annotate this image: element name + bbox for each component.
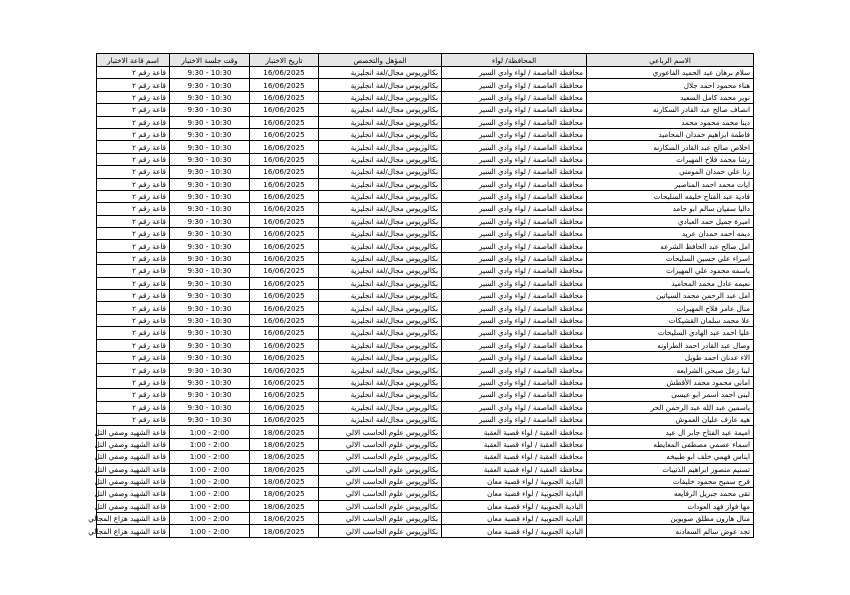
applicant-name: باسمه محمود علي المهيرات <box>587 265 754 277</box>
qualification-cell: بكالوريوس مجال/لغة انجليزية <box>319 401 442 413</box>
hall-name-cell: قاعة رقم ٢ <box>97 302 170 314</box>
qualification-cell: بكالوريوس مجال/لغة انجليزية <box>319 290 442 302</box>
governorate-cell: محافظة العقبة / لواء قصبة العقبة <box>442 451 587 463</box>
hall-name-cell: قاعة رقم ٢ <box>97 215 170 227</box>
session-time-cell: 9:30 - 10:30 <box>170 67 250 79</box>
qualification-cell: بكالوريوس علوم الحاسب الالي <box>319 475 442 487</box>
exam-date-cell: 16/06/2025 <box>250 116 319 128</box>
session-time-cell: 9:30 - 10:30 <box>170 277 250 289</box>
applicant-name: اخلاص صالح عبد القادر السكارنه <box>587 141 754 153</box>
exam-date-cell: 18/06/2025 <box>250 438 319 450</box>
session-time-cell: 1:00 - 2:00 <box>170 500 250 512</box>
hall-name-cell: قاعة الشهيد وصفي التل <box>97 488 170 500</box>
hall-name-cell: قاعة الشهيد هزاع المجالي <box>97 513 170 525</box>
session-time-cell: 1:00 - 2:00 <box>170 488 250 500</box>
session-time-cell: 9:30 - 10:30 <box>170 265 250 277</box>
hall-name-cell: قاعة الشهيد وصفي التل <box>97 463 170 475</box>
session-time-cell: 1:00 - 2:00 <box>170 513 250 525</box>
exam-date-cell: 16/06/2025 <box>250 67 319 79</box>
governorate-cell: محافظة العاصمة / لواء وادي السير <box>442 351 587 363</box>
qualification-cell: بكالوريوس مجال/لغة انجليزية <box>319 116 442 128</box>
table-row <box>97 215 754 227</box>
governorate-cell: محافظة العاصمة / لواء وادي السير <box>442 67 587 79</box>
applicant-name: اماني محمود محمد الأقطش <box>587 376 754 388</box>
qualification-cell: بكالوريوس مجال/لغة انجليزية <box>319 79 442 91</box>
governorate-cell: محافظة العاصمة / لواء وادي السير <box>442 141 587 153</box>
qualification-cell: بكالوريوس مجال/لغة انجليزية <box>319 302 442 314</box>
exam-date-cell: 16/06/2025 <box>250 215 319 227</box>
governorate-cell: محافظة العاصمة / لواء وادي السير <box>442 240 587 252</box>
governorate-cell: البادية الجنوبية / لواء قصبة معان <box>442 500 587 512</box>
header-name: الاسم الرباعي <box>587 54 754 67</box>
exam-date-cell: 16/06/2025 <box>250 265 319 277</box>
table-row <box>97 401 754 413</box>
hall-name-cell: قاعة رقم ٢ <box>97 401 170 413</box>
table-row <box>97 413 754 425</box>
header-governorate: المحافظة/ لواء <box>442 54 587 67</box>
table-row <box>97 252 754 264</box>
qualification-cell: بكالوريوس مجال/لغة انجليزية <box>319 339 442 351</box>
session-time-cell: 9:30 - 10:30 <box>170 413 250 425</box>
qualification-cell: بكالوريوس مجال/لغة انجليزية <box>319 376 442 388</box>
governorate-cell: محافظة العاصمة / لواء وادي السير <box>442 376 587 388</box>
governorate-cell: محافظة العاصمة / لواء وادي السير <box>442 290 587 302</box>
table-row <box>97 166 754 178</box>
hall-name-cell: قاعة رقم ٢ <box>97 339 170 351</box>
table-row <box>97 190 754 202</box>
hall-name-cell: قاعة الشهيد وصفي التل <box>97 500 170 512</box>
qualification-cell: بكالوريوس مجال/لغة انجليزية <box>319 314 442 326</box>
table-row <box>97 513 754 525</box>
exam-date-cell: 16/06/2025 <box>250 190 319 202</box>
applicant-name: نوير محمد كامل السعيد <box>587 91 754 103</box>
hall-name-cell: قاعة رقم ٢ <box>97 364 170 376</box>
governorate-cell: محافظة العاصمة / لواء وادي السير <box>442 116 587 128</box>
session-time-cell: 9:30 - 10:30 <box>170 166 250 178</box>
hall-name-cell: قاعة رقم ٢ <box>97 203 170 215</box>
exam-date-cell: 16/06/2025 <box>250 327 319 339</box>
governorate-cell: محافظة العاصمة / لواء وادي السير <box>442 178 587 190</box>
applicant-name: ايناس فهمي خلف ابو طبيخه <box>587 451 754 463</box>
session-time-cell: 1:00 - 2:00 <box>170 475 250 487</box>
table-row <box>97 314 754 326</box>
hall-name-cell: قاعة رقم ٢ <box>97 376 170 388</box>
applicant-name: اسراء علي حسين السليحات <box>587 252 754 264</box>
qualification-cell: بكالوريوس علوم الحاسب الالي <box>319 438 442 450</box>
session-time-cell: 9:30 - 10:30 <box>170 252 250 264</box>
hall-name-cell: قاعة رقم ٢ <box>97 91 170 103</box>
table-row <box>97 240 754 252</box>
qualification-cell: بكالوريوس مجال/لغة انجليزية <box>319 91 442 103</box>
governorate-cell: محافظة العاصمة / لواء وادي السير <box>442 364 587 376</box>
qualification-cell: بكالوريوس علوم الحاسب الالي <box>319 451 442 463</box>
hall-name-cell: قاعة الشهيد وصفي التل <box>97 475 170 487</box>
applicant-name: فاطمة ابراهيم حمدان المحاميد <box>587 128 754 140</box>
applicant-name: ديمه احمد حمدان عريد <box>587 228 754 240</box>
qualification-cell: بكالوريوس علوم الحاسب الالي <box>319 426 442 438</box>
applicant-name: تسنيم منصور ابراهيم الذنيبات <box>587 463 754 475</box>
governorate-cell: محافظة العاصمة / لواء وادي السير <box>442 302 587 314</box>
session-time-cell: 9:30 - 10:30 <box>170 190 250 202</box>
applicant-name: فرح سميح محمود خليفات <box>587 475 754 487</box>
governorate-cell: محافظة العاصمة / لواء وادي السير <box>442 327 587 339</box>
governorate-cell: محافظة العاصمة / لواء وادي السير <box>442 203 587 215</box>
applicant-name: تجد عوض سالم السعادنه <box>587 525 754 537</box>
qualification-cell: بكالوريوس مجال/لغة انجليزية <box>319 351 442 363</box>
applicant-name: سلام برهان عبد الحميد الفاعوري <box>587 67 754 79</box>
session-time-cell: 9:30 - 10:30 <box>170 116 250 128</box>
table-row <box>97 116 754 128</box>
exam-date-cell: 16/06/2025 <box>250 351 319 363</box>
table-row <box>97 67 754 79</box>
hall-name-cell: قاعة رقم ٢ <box>97 228 170 240</box>
qualification-cell: بكالوريوس مجال/لغة انجليزية <box>319 389 442 401</box>
governorate-cell: محافظة العاصمة / لواء وادي السير <box>442 104 587 116</box>
applicant-name: امل عبد الرحمن محمد السياتين <box>587 290 754 302</box>
exam-date-cell: 16/06/2025 <box>250 376 319 388</box>
table-row <box>97 277 754 289</box>
exam-date-cell: 16/06/2025 <box>250 240 319 252</box>
header-qualification: المؤهل والتخصص <box>319 54 442 67</box>
governorate-cell: محافظة العاصمة / لواء وادي السير <box>442 215 587 227</box>
exam-date-cell: 16/06/2025 <box>250 166 319 178</box>
applicant-name: رنا علي حمدان المومني <box>587 166 754 178</box>
governorate-cell: محافظة العاصمة / لواء وادي السير <box>442 389 587 401</box>
qualification-cell: بكالوريوس مجال/لغة انجليزية <box>319 252 442 264</box>
session-time-cell: 1:00 - 2:00 <box>170 426 250 438</box>
qualification-cell: بكالوريوس مجال/لغة انجليزية <box>319 128 442 140</box>
session-time-cell: 9:30 - 10:30 <box>170 351 250 363</box>
table-row <box>97 500 754 512</box>
applicant-name: منال هارون مطلق صويوين <box>587 513 754 525</box>
exam-schedule-table <box>88 53 754 538</box>
governorate-cell: محافظة العقبة / لواء قصبة العقبة <box>442 426 587 438</box>
exam-date-cell: 16/06/2025 <box>250 128 319 140</box>
session-time-cell: 9:30 - 10:30 <box>170 314 250 326</box>
hall-name-cell: قاعة رقم ٢ <box>97 166 170 178</box>
session-time-cell: 9:30 - 10:30 <box>170 302 250 314</box>
session-time-cell: 1:00 - 2:00 <box>170 463 250 475</box>
table-row <box>97 104 754 116</box>
applicant-name: هيه عارف عليان العموش <box>587 413 754 425</box>
hall-name-cell: قاعة رقم ٢ <box>97 79 170 91</box>
exam-date-cell: 16/06/2025 <box>250 277 319 289</box>
hall-name-cell: قاعة رقم ٢ <box>97 141 170 153</box>
table-row <box>97 141 754 153</box>
qualification-cell: بكالوريوس مجال/لغة انجليزية <box>319 141 442 153</box>
governorate-cell: محافظة العاصمة / لواء وادي السير <box>442 339 587 351</box>
hall-name-cell: قاعة رقم ٢ <box>97 67 170 79</box>
governorate-cell: محافظة العاصمة / لواء وادي السير <box>442 314 587 326</box>
qualification-cell: بكالوريوس مجال/لغة انجليزية <box>319 203 442 215</box>
session-time-cell: 9:30 - 10:30 <box>170 364 250 376</box>
session-time-cell: 9:30 - 10:30 <box>170 339 250 351</box>
hall-name-cell: قاعة رقم ٢ <box>97 116 170 128</box>
governorate-cell: البادية الجنوبية / لواء قصبة معان <box>442 513 587 525</box>
applicant-name: لبنى احمد اسمر ابو عيسى <box>587 389 754 401</box>
hall-name-cell: قاعة رقم ٢ <box>97 389 170 401</box>
governorate-cell: محافظة العاصمة / لواء وادي السير <box>442 79 587 91</box>
qualification-cell: بكالوريوس مجال/لغة انجليزية <box>319 265 442 277</box>
governorate-cell: محافظة العقبة / لواء قصبة العقبة <box>442 463 587 475</box>
session-time-cell: 9:30 - 10:30 <box>170 79 250 91</box>
hall-name-cell: قاعة رقم ٢ <box>97 290 170 302</box>
governorate-cell: محافظة العاصمة / لواء وادي السير <box>442 166 587 178</box>
exam-date-cell: 16/06/2025 <box>250 104 319 116</box>
qualification-cell: بكالوريوس مجال/لغة انجليزية <box>319 153 442 165</box>
exam-date-cell: 18/06/2025 <box>250 488 319 500</box>
header-exam-date: تاريخ الاختبار <box>250 54 319 67</box>
header-session-time: وقت جلسة الاختبار <box>170 54 250 67</box>
governorate-cell: محافظة العقبة / لواء قصبة العقبة <box>442 438 587 450</box>
hall-name-cell: قاعة الشهيد هزاع المجالي <box>97 525 170 537</box>
hall-name-cell: قاعة رقم ٢ <box>97 413 170 425</box>
applicant-name: منال عامر فلاح المهيرات <box>587 302 754 314</box>
qualification-cell: بكالوريوس علوم الحاسب الالي <box>319 525 442 537</box>
governorate-cell: محافظة العاصمة / لواء وادي السير <box>442 228 587 240</box>
qualification-cell: بكالوريوس علوم الحاسب الالي <box>319 500 442 512</box>
applicant-name: ايات محمد احمد المناصير <box>587 178 754 190</box>
exam-date-cell: 18/06/2025 <box>250 451 319 463</box>
table-row <box>97 302 754 314</box>
exam-date-cell: 16/06/2025 <box>250 203 319 215</box>
governorate-cell: محافظة العاصمة / لواء وادي السير <box>442 277 587 289</box>
session-time-cell: 1:00 - 2:00 <box>170 525 250 537</box>
table-row <box>97 327 754 339</box>
session-time-cell: 9:30 - 10:30 <box>170 203 250 215</box>
qualification-cell: بكالوريوس مجال/لغة انجليزية <box>319 190 442 202</box>
exam-date-cell: 16/06/2025 <box>250 228 319 240</box>
exam-date-cell: 18/06/2025 <box>250 426 319 438</box>
exam-date-cell: 16/06/2025 <box>250 141 319 153</box>
table-row <box>97 153 754 165</box>
exam-date-cell: 18/06/2025 <box>250 513 319 525</box>
session-time-cell: 9:30 - 10:30 <box>170 153 250 165</box>
applicant-name: لبنا زعل صبحي الشرايعه <box>587 364 754 376</box>
applicant-name: وصال عبد القادر احمد الطراونه <box>587 339 754 351</box>
session-time-cell: 9:30 - 10:30 <box>170 240 250 252</box>
exam-date-cell: 16/06/2025 <box>250 178 319 190</box>
exam-date-cell: 18/06/2025 <box>250 463 319 475</box>
hall-name-cell: قاعة رقم ٢ <box>97 314 170 326</box>
table-row <box>97 203 754 215</box>
qualification-cell: بكالوريوس مجال/لغة انجليزية <box>319 240 442 252</box>
session-time-cell: 9:30 - 10:30 <box>170 215 250 227</box>
table-row <box>97 376 754 388</box>
session-time-cell: 9:30 - 10:30 <box>170 376 250 388</box>
table-row <box>97 351 754 363</box>
applicant-name: دينا محمد محمود محمد <box>587 116 754 128</box>
qualification-cell: بكالوريوس مجال/لغة انجليزية <box>319 413 442 425</box>
header-hall-name: اسم قاعة الاختبار <box>97 54 170 67</box>
hall-name-cell: قاعة رقم ٢ <box>97 178 170 190</box>
hall-name-cell: قاعة رقم ٢ <box>97 252 170 264</box>
applicant-name: علا محمد سلمان القشيكات <box>587 314 754 326</box>
governorate-cell: محافظة العاصمة / لواء وادي السير <box>442 252 587 264</box>
hall-name-cell: قاعة الشهيد وصفي التل <box>97 426 170 438</box>
hall-name-cell: قاعة رقم ٢ <box>97 277 170 289</box>
applicant-name: اميرة جميل حمد العبادي <box>587 215 754 227</box>
exam-date-cell: 18/06/2025 <box>250 475 319 487</box>
applicant-name: اميمة عبد الفتاح جابر ال عيد <box>587 426 754 438</box>
session-time-cell: 9:30 - 10:30 <box>170 128 250 140</box>
exam-date-cell: 16/06/2025 <box>250 389 319 401</box>
session-time-cell: 9:30 - 10:30 <box>170 91 250 103</box>
session-time-cell: 9:30 - 10:30 <box>170 228 250 240</box>
applicant-name: تقى محمد جبريل الرفايعه <box>587 488 754 500</box>
exam-date-cell: 18/06/2025 <box>250 525 319 537</box>
applicant-name: فادية عبد الفتاح خليفه السليحات <box>587 190 754 202</box>
table-row <box>97 525 754 537</box>
governorate-cell: محافظة العاصمة / لواء وادي السير <box>442 128 587 140</box>
applicant-name: رشا محمد فلاح المهيرات <box>587 153 754 165</box>
hall-name-cell: قاعة رقم ٢ <box>97 265 170 277</box>
table-row <box>97 451 754 463</box>
governorate-cell: البادية الجنوبية / لواء قصبة معان <box>442 475 587 487</box>
session-time-cell: 1:00 - 2:00 <box>170 451 250 463</box>
exam-date-cell: 16/06/2025 <box>250 314 319 326</box>
applicant-name: هناء محمود احمد جلال <box>587 79 754 91</box>
governorate-cell: محافظة العاصمة / لواء وادي السير <box>442 190 587 202</box>
table-row <box>97 463 754 475</box>
qualification-cell: بكالوريوس مجال/لغة انجليزية <box>319 67 442 79</box>
header-row <box>97 54 754 67</box>
governorate-cell: البادية الجنوبية / لواء قصبة معان <box>442 525 587 537</box>
exam-date-cell: 16/06/2025 <box>250 339 319 351</box>
exam-date-cell: 16/06/2025 <box>250 153 319 165</box>
session-time-cell: 9:30 - 10:30 <box>170 141 250 153</box>
applicant-name: مها فواز فهد العودات <box>587 500 754 512</box>
qualification-cell: بكالوريوس علوم الحاسب الالي <box>319 463 442 475</box>
applicant-name: ياسمين عبد الله عبد الرحمن الحر <box>587 401 754 413</box>
table-row <box>97 128 754 140</box>
applicant-name: اسماء عصمي مصطفى المعايطه <box>587 438 754 450</box>
hall-name-cell: قاعة رقم ٢ <box>97 153 170 165</box>
applicant-name: انصاف صالح عبد القادر السكارنه <box>587 104 754 116</box>
qualification-cell: بكالوريوس مجال/لغة انجليزية <box>319 166 442 178</box>
exam-date-cell: 16/06/2025 <box>250 79 319 91</box>
table-row <box>97 426 754 438</box>
qualification-cell: بكالوريوس مجال/لغة انجليزية <box>319 228 442 240</box>
table-row <box>97 228 754 240</box>
session-time-cell: 9:30 - 10:30 <box>170 327 250 339</box>
table-row <box>97 488 754 500</box>
table-row <box>97 79 754 91</box>
qualification-cell: بكالوريوس مجال/لغة انجليزية <box>319 104 442 116</box>
governorate-cell: البادية الجنوبية / لواء قصبة معان <box>442 488 587 500</box>
session-time-cell: 1:00 - 2:00 <box>170 438 250 450</box>
session-time-cell: 9:30 - 10:30 <box>170 389 250 401</box>
session-time-cell: 9:30 - 10:30 <box>170 290 250 302</box>
exam-date-cell: 16/06/2025 <box>250 401 319 413</box>
applicant-name: داليا سفيان سالم ابو حامد <box>587 203 754 215</box>
hall-name-cell: قاعة رقم ٢ <box>97 128 170 140</box>
exam-schedule-sheet <box>88 53 753 538</box>
qualification-cell: بكالوريوس مجال/لغة انجليزية <box>319 178 442 190</box>
governorate-cell: محافظة العاصمة / لواء وادي السير <box>442 153 587 165</box>
table-row <box>97 364 754 376</box>
hall-name-cell: قاعة رقم ٢ <box>97 351 170 363</box>
applicant-name: الاء عدنان احمد طويل <box>587 351 754 363</box>
exam-date-cell: 16/06/2025 <box>250 290 319 302</box>
applicant-name: عليا احمد عبد الهادي السليحات <box>587 327 754 339</box>
hall-name-cell: قاعة رقم ٢ <box>97 190 170 202</box>
qualification-cell: بكالوريوس علوم الحاسب الالي <box>319 513 442 525</box>
table-row <box>97 290 754 302</box>
qualification-cell: بكالوريوس مجال/لغة انجليزية <box>319 327 442 339</box>
session-time-cell: 9:30 - 10:30 <box>170 401 250 413</box>
governorate-cell: محافظة العاصمة / لواء وادي السير <box>442 91 587 103</box>
session-time-cell: 9:30 - 10:30 <box>170 104 250 116</box>
table-row <box>97 475 754 487</box>
applicant-name: نعيمه عادل محمد المحاميد <box>587 277 754 289</box>
table-row <box>97 178 754 190</box>
hall-name-cell: قاعة الشهيد وصفي التل <box>97 451 170 463</box>
table-row <box>97 339 754 351</box>
hall-name-cell: قاعة رقم ٢ <box>97 104 170 116</box>
table-row <box>97 389 754 401</box>
exam-date-cell: 16/06/2025 <box>250 252 319 264</box>
hall-name-cell: قاعة رقم ٢ <box>97 240 170 252</box>
qualification-cell: بكالوريوس مجال/لغة انجليزية <box>319 215 442 227</box>
exam-date-cell: 18/06/2025 <box>250 500 319 512</box>
qualification-cell: بكالوريوس مجال/لغة انجليزية <box>319 277 442 289</box>
applicant-name: امل صالح عبد الحافظ الشرعه <box>587 240 754 252</box>
exam-date-cell: 16/06/2025 <box>250 364 319 376</box>
exam-date-cell: 16/06/2025 <box>250 302 319 314</box>
governorate-cell: محافظة العاصمة / لواء وادي السير <box>442 265 587 277</box>
qualification-cell: بكالوريوس علوم الحاسب الالي <box>319 488 442 500</box>
table-row <box>97 265 754 277</box>
governorate-cell: محافظة العاصمة / لواء وادي السير <box>442 413 587 425</box>
table-row <box>97 91 754 103</box>
table-row <box>97 438 754 450</box>
exam-date-cell: 16/06/2025 <box>250 91 319 103</box>
hall-name-cell: قاعة رقم ٢ <box>97 327 170 339</box>
exam-date-cell: 16/06/2025 <box>250 413 319 425</box>
session-time-cell: 9:30 - 10:30 <box>170 178 250 190</box>
qualification-cell: بكالوريوس مجال/لغة انجليزية <box>319 364 442 376</box>
hall-name-cell: قاعة الشهيد وصفي التل <box>97 438 170 450</box>
governorate-cell: محافظة العاصمة / لواء وادي السير <box>442 401 587 413</box>
